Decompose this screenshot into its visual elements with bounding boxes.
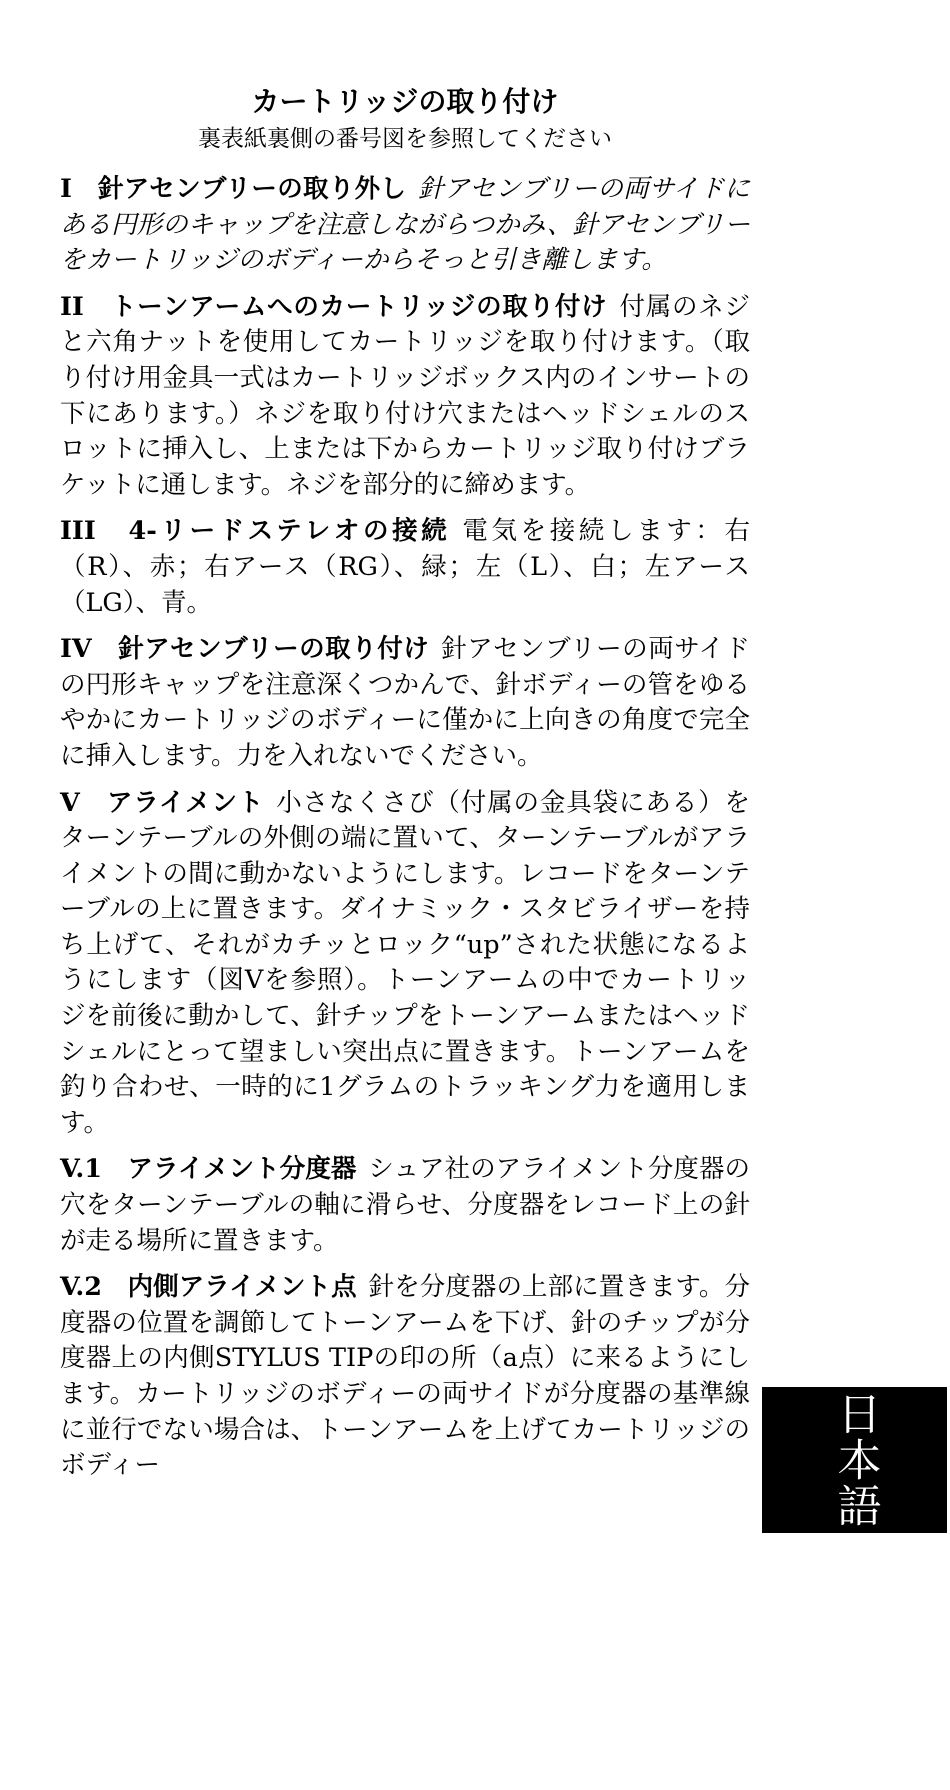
- section-body: 針アセンブリーの両サイドの円形キャップを注意深くつかんで、針ボディーの管をゆるやかにカートリッジのボディーに僅かに上向きの角度で完全に挿入します。力を入れないでください。: [60, 634, 750, 771]
- section-heading: I 針アセンブリーの取り外し: [60, 174, 407, 204]
- section-heading: IV 針アセンブリーの取り付け: [60, 634, 430, 665]
- section-body: 小さなくさび（付属の金具袋にある）をターンテーブルの外側の端に置いて、ターンテーブルがアライメントの間に動かないようにします。レコードをターンテーブルの上に置きます。ダイナミック・スタビライザーを持ち上げて、それがカチッとロック“up”された状態になるようにします（図Vを参照）。トーンアームの中でカートリッジを前後に動かして、針チップをトーンアームまたはヘッドシェルにとって望ましい突出点に置きます。トーンアームを釣り合わせ、一時的に1グラムのトラッキング力を適用します。: [60, 787, 750, 1138]
- section-stereo-connection: [60, 514, 750, 621]
- instructions-body: [60, 172, 750, 1495]
- section-body: 針を分度器の上部に置きます。分度器の位置を調節してトーンアームを下げ、針のチップが分度器上の内側STYLUS TIPの印の所（a点）に来るようにします。カートリッジのボディーの両サイドが分度器の基準線に並行でない場合は、トーンアームを上げてカートリッジのボディー: [60, 1272, 750, 1481]
- section-heading: II トーンアームへのカートリッジの取り付け: [60, 291, 608, 322]
- section-heading: III 4-リードステレオの接続: [60, 516, 451, 547]
- section-alignment-protractor: [60, 1152, 750, 1259]
- section-body: 電気を接続します：右（R）、赤；右アース（RG）、緑；左（L）、白；左アース（LG）、青。: [60, 516, 750, 618]
- language-tab-label: 日本語: [829, 1391, 881, 1529]
- section-mount-cartridge: [60, 290, 750, 504]
- section-heading: V.2 内側アライメント点: [60, 1272, 357, 1303]
- page-title: カートリッジの取り付け: [251, 85, 559, 118]
- section-body: 付属のネジと六角ナットを使用してカートリッジを取り付けます。（取り付け用金具一式はカートリッジボックス内のインサートの下にあります。）ネジを取り付け穴またはヘッドシェルのスロットに挿入し、上または下からカートリッジ取り付けブラケットに通します。ネジを部分的に締めます。: [60, 291, 750, 500]
- page-subtitle: 裏表紙裏側の番号図を参照してください: [198, 126, 612, 152]
- section-alignment: [60, 786, 750, 1142]
- section-body: シュア社のアライメント分度器の穴をターンテーブルの軸に滑らせ、分度器をレコード上の針が走る場所に置きます。: [60, 1154, 750, 1256]
- page-header: [60, 82, 750, 156]
- section-body: 針アセンブリーの両サイドにある円形のキャップを注意しながらつかみ、針アセンブリーをカートリッジのボディーからそっと引き離します。: [60, 174, 750, 276]
- language-tab: [762, 1387, 947, 1533]
- section-install-stylus: [60, 632, 750, 774]
- section-inner-alignment-point: [60, 1270, 750, 1484]
- section-heading: V.1 アライメント分度器: [60, 1154, 357, 1185]
- section-remove-stylus: [60, 172, 750, 279]
- section-heading: V アライメント: [60, 787, 265, 818]
